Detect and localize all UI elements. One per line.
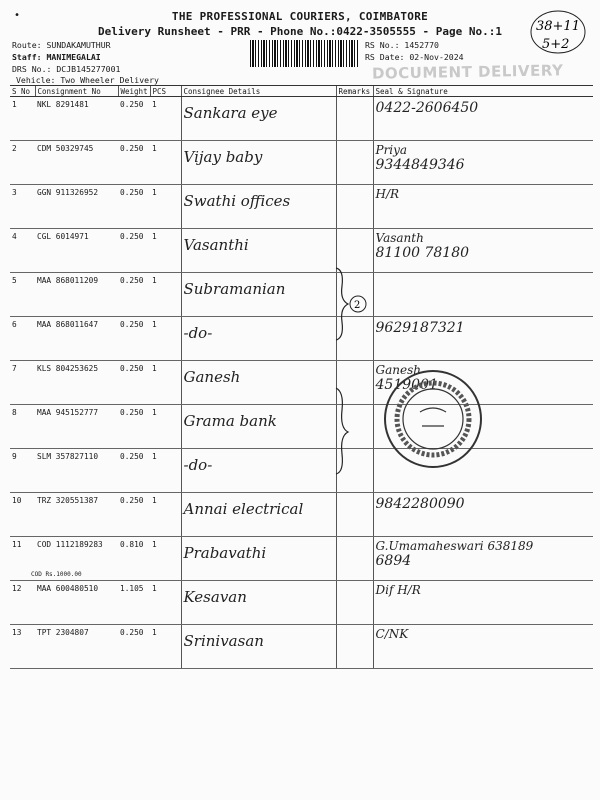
row-consignee: -do- (181, 317, 336, 361)
circled-two-mark (348, 294, 368, 314)
row-signature (373, 273, 593, 317)
row-sno: 5 (10, 273, 35, 317)
mark-dot: • (14, 10, 21, 21)
vehicle-label: Vehicle: Two Wheeler Delivery (16, 75, 159, 85)
row-weight: 0.250 (118, 625, 150, 669)
col-sno: S No (10, 86, 35, 97)
row-pcs: 1 (150, 185, 181, 229)
table-row (10, 493, 593, 537)
row-remarks (336, 185, 373, 229)
table-row (10, 141, 593, 185)
row-sno: 10 (10, 493, 35, 537)
row-pcs: 1 (150, 273, 181, 317)
row-remarks (336, 625, 373, 669)
row-sno: 12 (10, 581, 35, 625)
row-signature: 9842280090 (373, 493, 593, 537)
table-row (10, 625, 593, 669)
table-row (10, 449, 593, 493)
table-row (10, 361, 593, 405)
row-signature: H/R (373, 185, 593, 229)
row-pcs: 1 (150, 141, 181, 185)
table-row (10, 229, 593, 273)
row-consignment-no: MAA 868011209 (35, 273, 118, 317)
row-consignee: Vijay baby (181, 141, 336, 185)
row-remarks (336, 581, 373, 625)
row-consignee: -do- (181, 449, 336, 493)
row-sno: 9 (10, 449, 35, 493)
row-consignment-no: CDM 50329745 (35, 141, 118, 185)
row-sno: 13 (10, 625, 35, 669)
row-consignee: Srinivasan (181, 625, 336, 669)
col-weight: Weight (118, 86, 150, 97)
row-pcs: 1 (150, 625, 181, 669)
row-consignee: Prabavathi (181, 537, 336, 581)
row-consignment-no: SLM 357827110 (35, 449, 118, 493)
row-consignee: Swathi offices (181, 185, 336, 229)
row-pcs: 1 (150, 97, 181, 141)
row-consignment-no: MAA 945152777 (35, 405, 118, 449)
row-remarks (336, 493, 373, 537)
row-consignment-no: CGL 6014971 (35, 229, 118, 273)
rs-date: RS Date: 02-Nov-2024 (365, 52, 464, 62)
svg-text:5+2: 5+2 (542, 37, 570, 52)
row-consignee: Vasanthi (181, 229, 336, 273)
row-signature: C/NK (373, 625, 593, 669)
row-weight: 0.250 (118, 317, 150, 361)
runsheet-subtitle: Delivery Runsheet - PRR - Phone No.:0422-3505555 - Page No.:1 (98, 25, 502, 38)
row-consignee: Annai electrical (181, 493, 336, 537)
col-consignee: Consignee Details (181, 86, 336, 97)
row-consignment-no: TPT 2304807 (35, 625, 118, 669)
staff-label: Staff: MANIMEGALAI (12, 52, 101, 62)
row-weight: 0.250 (118, 141, 150, 185)
table-row (10, 317, 593, 361)
row-pcs: 1 (150, 405, 181, 449)
row-pcs: 1 (150, 361, 181, 405)
table-row (10, 405, 593, 449)
row-signature: 0422-2606450 (373, 97, 593, 141)
drs-number: DRS No.: DCJB145277001 (12, 64, 121, 74)
col-pcs: PCS (150, 86, 181, 97)
row-signature: G.Umamaheswari 638189 6894 (373, 537, 593, 581)
row-sno: 4 (10, 229, 35, 273)
company-title: THE PROFESSIONAL COURIERS, COIMBATORE (171, 10, 429, 23)
row-consignee: Grama bank (181, 405, 336, 449)
row-sno: 2 (10, 141, 35, 185)
row-consignment-no: COD 1112189283 COD Rs.1000.00 (35, 537, 118, 581)
route-label: Route: SUNDAKAMUTHUR (12, 40, 111, 50)
cod-amount: COD Rs.1000.00 (31, 571, 82, 578)
runsheet-table (10, 85, 593, 669)
row-weight: 0.250 (118, 361, 150, 405)
row-signature: 9629187321 (373, 317, 593, 361)
row-consignment-no: MAA 868011647 (35, 317, 118, 361)
row-weight: 0.250 (118, 97, 150, 141)
row-signature: Vasanth 81100 78180 (373, 229, 593, 273)
rs-number: RS No.: 1452770 (365, 40, 439, 50)
row-signature: Dif H/R (373, 581, 593, 625)
row-weight: 0.250 (118, 405, 150, 449)
table-row (10, 185, 593, 229)
row-pcs: 1 (150, 537, 181, 581)
row-weight: 0.250 (118, 449, 150, 493)
document-delivery-stamp: DOCUMENT DELIVERY (371, 61, 564, 83)
row-pcs: 1 (150, 229, 181, 273)
row-remarks (336, 537, 373, 581)
row-consignment-no: MAA 600480510 (35, 581, 118, 625)
brace-mark (330, 386, 360, 476)
table-row (10, 537, 593, 581)
table-row (10, 97, 593, 141)
row-weight: 0.250 (118, 229, 150, 273)
row-consignee: Sankara eye (181, 97, 336, 141)
row-remarks (336, 97, 373, 141)
row-pcs: 1 (150, 581, 181, 625)
bank-seal-stamp (382, 368, 484, 470)
row-remarks (336, 141, 373, 185)
row-sno: 11 (10, 537, 35, 581)
table-row (10, 273, 593, 317)
handwritten-corner-note (528, 8, 590, 56)
svg-text:2: 2 (354, 300, 361, 311)
row-pcs: 1 (150, 493, 181, 537)
row-sno: 6 (10, 317, 35, 361)
col-consignment: Consignment No (35, 86, 118, 97)
row-signature: Priya 9344849346 (373, 141, 593, 185)
row-consignee: Kesavan (181, 581, 336, 625)
row-weight: 0.810 (118, 537, 150, 581)
row-consignee: Subramanian (181, 273, 336, 317)
row-weight: 0.250 (118, 273, 150, 317)
row-consignment-no: TRZ 320551387 (35, 493, 118, 537)
svg-text:38+11: 38+11 (536, 19, 580, 34)
row-weight: 0.250 (118, 493, 150, 537)
row-signature: Ganesh 4519001 (373, 361, 593, 405)
col-signature: Seal & Signature (373, 86, 593, 97)
row-consignment-no: NKL 8291481 (35, 97, 118, 141)
row-weight: 0.250 (118, 185, 150, 229)
row-sno: 8 (10, 405, 35, 449)
table-header-row (10, 86, 593, 97)
row-weight: 1.105 (118, 581, 150, 625)
table-row (10, 581, 593, 625)
row-sno: 7 (10, 361, 35, 405)
row-consignee: Ganesh (181, 361, 336, 405)
row-sno: 1 (10, 97, 35, 141)
row-consignment-no: GGN 911326952 (35, 185, 118, 229)
row-sno: 3 (10, 185, 35, 229)
barcode (250, 40, 358, 67)
row-pcs: 1 (150, 449, 181, 493)
row-consignment-no: KLS 804253625 (35, 361, 118, 405)
col-remarks: Remarks (336, 86, 373, 97)
row-pcs: 1 (150, 317, 181, 361)
